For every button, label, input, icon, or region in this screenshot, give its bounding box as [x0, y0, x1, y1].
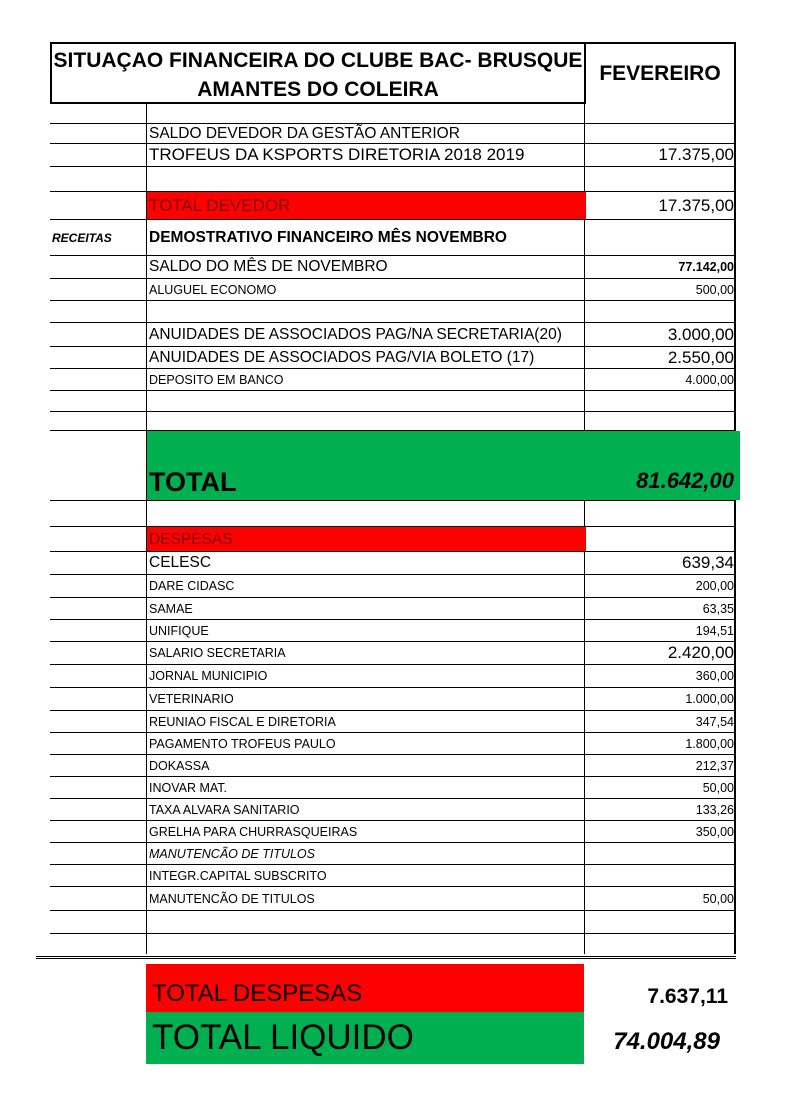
- row-description: [147, 911, 586, 933]
- table-row: [50, 821, 736, 843]
- row-description: DEPOSITO EM BANCO: [149, 372, 284, 387]
- row-description: DARE CIDASC: [149, 579, 235, 593]
- row-value: 1.800,00: [685, 736, 734, 751]
- financial-table: [50, 104, 736, 954]
- row-value: [585, 911, 740, 933]
- table-row: [50, 575, 736, 598]
- report-title-line1: SITUAÇAO FINANCEIRA DO CLUBE BAC- BRUSQUE: [53, 49, 583, 72]
- row-description: ALUGUEL ECONOMO: [149, 282, 277, 297]
- table-row: [50, 527, 736, 552]
- row-value: 63,35: [702, 601, 734, 616]
- row-section-label: [50, 843, 148, 864]
- row-description: TROFEUS DA KSPORTS DIRETORIA 2018 2019: [149, 145, 525, 164]
- row-section-label: [50, 642, 148, 664]
- table-row: [50, 256, 736, 279]
- row-section-label: [50, 865, 148, 886]
- row-description: [147, 301, 586, 322]
- row-description: JORNAL MUNICIPIO: [149, 669, 268, 683]
- table-row: [50, 865, 736, 887]
- row-section-label: [50, 799, 148, 820]
- row-value: 500,00: [695, 282, 734, 297]
- row-description: SALDO DO MÊS DE NOVEMBRO: [149, 258, 388, 275]
- row-section-label: [50, 167, 148, 191]
- row-section-label: [50, 412, 148, 430]
- table-row: [50, 598, 736, 620]
- row-section-label: [50, 688, 148, 710]
- row-value: 200,00: [695, 579, 734, 593]
- table-row: [50, 552, 736, 575]
- row-value: 639,34: [682, 553, 734, 572]
- row-value: [585, 391, 740, 411]
- row-description: TOTAL: [147, 431, 586, 500]
- table-row: [50, 843, 736, 865]
- table-row: [50, 301, 736, 323]
- row-value: [585, 865, 740, 886]
- row-value: 2.550,00: [667, 347, 734, 367]
- table-row: [50, 642, 736, 665]
- row-description: SALDO DEVEDOR DA GESTÃO ANTERIOR: [149, 124, 460, 142]
- report-title-line2: AMANTES DO COLEIRA: [197, 78, 439, 101]
- row-section-label: [50, 755, 148, 776]
- row-value: 347,54: [695, 714, 734, 729]
- table-row: [50, 144, 736, 167]
- row-value: 1.000,00: [685, 692, 734, 706]
- row-section-label: [50, 104, 148, 123]
- row-description: TAXA ALVARA SANITARIO: [149, 802, 300, 817]
- row-value: 77.142,00: [678, 260, 734, 274]
- table-row: [50, 665, 736, 688]
- row-value: 17.375,00: [658, 195, 734, 215]
- table-bottom-border: [36, 956, 736, 959]
- row-section-label: [50, 711, 148, 732]
- table-row: [50, 167, 736, 192]
- table-row: [50, 391, 736, 412]
- row-section-label: [50, 552, 148, 574]
- row-section-label: [50, 431, 148, 500]
- row-section-label: [50, 527, 148, 551]
- row-section-label: [50, 323, 148, 346]
- table-row: [50, 887, 736, 911]
- row-description: [147, 167, 586, 191]
- row-section-label: [50, 911, 148, 933]
- table-row: [50, 755, 736, 777]
- row-value: [585, 220, 740, 255]
- row-description: INTEGR.CAPITAL SUBSCRITO: [149, 868, 327, 883]
- table-row: [50, 412, 736, 431]
- table-row: [50, 501, 736, 527]
- table-row: [50, 369, 736, 391]
- row-section-label: [50, 301, 148, 322]
- row-value: 2.420,00: [667, 643, 734, 662]
- row-description: INOVAR MAT.: [149, 780, 228, 795]
- row-value: 50,00: [702, 780, 734, 795]
- report-title: [50, 42, 586, 104]
- row-section-label: [50, 733, 148, 754]
- total-despesas-label: TOTAL DESPESAS: [146, 964, 584, 1012]
- table-row: [50, 124, 736, 144]
- row-value: [585, 104, 740, 123]
- row-description: ANUIDADES DE ASSOCIADOS PAG/VIA BOLETO (17): [149, 348, 535, 366]
- row-section-label: [50, 124, 148, 143]
- total-despesas-value: 7.637,11: [647, 985, 728, 1008]
- row-description: TOTAL DEVEDOR: [147, 192, 586, 219]
- row-description: [147, 412, 586, 430]
- total-liquido-value: 74.004,89: [613, 1028, 720, 1055]
- month-header: FEVEREIRO: [586, 42, 736, 104]
- row-value: 4.000,00: [685, 372, 734, 387]
- row-value: [585, 843, 740, 864]
- row-section-label: [50, 501, 148, 526]
- row-section-label: [50, 256, 148, 278]
- table-row: [50, 192, 736, 220]
- table-row: [50, 431, 736, 501]
- row-description: [147, 501, 586, 526]
- table-row: [50, 220, 736, 256]
- table-row: [50, 347, 736, 369]
- row-value: 81.642,00: [585, 431, 740, 500]
- row-description: UNIFIQUE: [149, 623, 209, 638]
- row-description: SALARIO SECRETARIA: [149, 646, 286, 660]
- table-row: [50, 711, 736, 733]
- row-description: MANUTENCÃO DE TITULOS: [149, 846, 315, 861]
- row-value: 350,00: [695, 824, 734, 839]
- row-section-label: [50, 279, 148, 300]
- row-description: GRELHA PARA CHURRASQUEIRAS: [149, 824, 358, 839]
- row-description: [147, 391, 586, 411]
- row-value: 133,26: [695, 802, 734, 817]
- row-description: ANUIDADES DE ASSOCIADOS PAG/NA SECRETARIA(20): [149, 325, 562, 343]
- row-description: VETERINARIO: [149, 692, 234, 706]
- row-description: DOKASSA: [149, 758, 210, 773]
- row-section-label: [50, 821, 148, 842]
- row-section-label: [50, 144, 148, 166]
- row-section-label: [50, 665, 148, 687]
- row-value: 212,37: [695, 758, 734, 773]
- row-section-label: [50, 887, 148, 910]
- table-row: [50, 688, 736, 711]
- row-description: DEMOSTRATIVO FINANCEIRO MÊS NOVEMBRO: [149, 228, 507, 246]
- row-value: [585, 412, 740, 430]
- row-section-label: [50, 777, 148, 798]
- row-value: [585, 124, 740, 143]
- row-section-label: [50, 347, 148, 368]
- row-value: [585, 527, 740, 551]
- row-description: [147, 104, 586, 123]
- row-section-label: [50, 369, 148, 390]
- row-description: DESPESAS: [147, 527, 586, 551]
- row-value: [585, 301, 740, 322]
- row-description: SAMAE: [149, 601, 193, 616]
- row-description: MANUTENCÃO DE TITULOS: [149, 891, 315, 906]
- row-section-label: [50, 192, 148, 219]
- row-section-label: [50, 575, 148, 597]
- row-value: [585, 501, 740, 526]
- table-row: [50, 104, 736, 124]
- table-row: [50, 799, 736, 821]
- row-section-label: [50, 598, 148, 619]
- row-value: 50,00: [702, 891, 734, 906]
- table-row: [50, 911, 736, 934]
- row-value: 360,00: [695, 669, 734, 683]
- row-value: [585, 167, 740, 191]
- row-section-label: RECEITAS: [52, 230, 112, 245]
- table-row: [50, 323, 736, 347]
- row-description: CELESC: [149, 554, 212, 571]
- row-value: 17.375,00: [658, 145, 734, 164]
- row-section-label: [50, 620, 148, 641]
- row-value: 3.000,00: [667, 324, 734, 344]
- table-row: [50, 777, 736, 799]
- row-value: 194,51: [695, 623, 734, 638]
- total-liquido-label: TOTAL LIQUIDO: [146, 1012, 584, 1064]
- row-section-label: [50, 391, 148, 411]
- table-row: [50, 620, 736, 642]
- row-description: REUNIAO FISCAL E DIRETORIA: [149, 714, 336, 729]
- table-row: [50, 733, 736, 755]
- row-description: PAGAMENTO TROFEUS PAULO: [149, 736, 336, 751]
- table-row: [50, 279, 736, 301]
